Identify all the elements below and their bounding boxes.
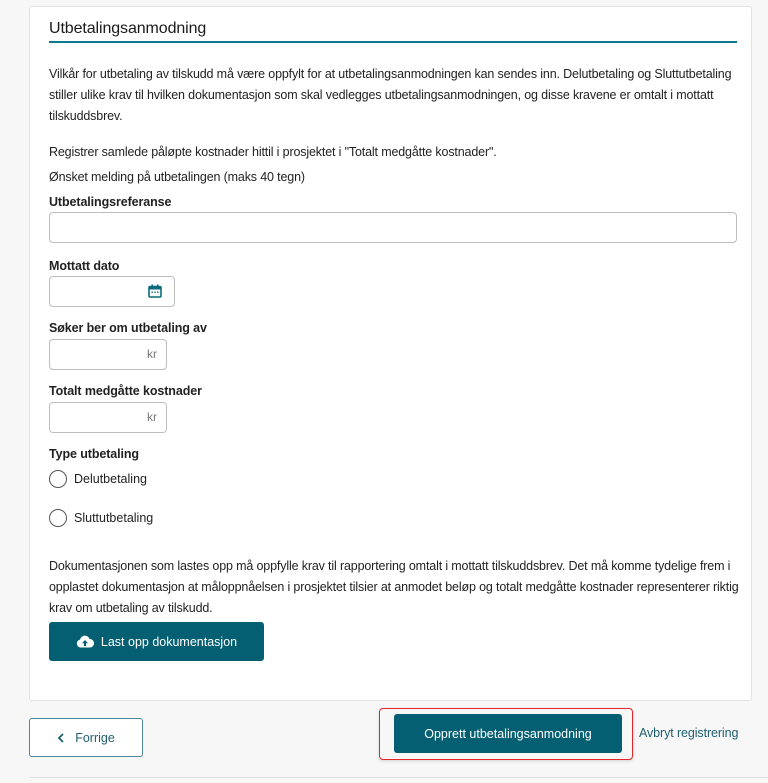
footer-divider: [29, 777, 768, 778]
received-date-field: [49, 276, 175, 307]
radio-option-delutbetaling[interactable]: [49, 470, 147, 488]
currency-suffix: kr: [147, 410, 157, 424]
previous-button-label: Forrige: [75, 730, 115, 745]
received-date-label: Mottatt dato: [49, 259, 120, 273]
upload-documentation-button[interactable]: [49, 622, 264, 661]
currency-suffix: kr: [147, 347, 157, 361]
previous-button[interactable]: [29, 718, 143, 757]
radio-button[interactable]: [49, 470, 67, 488]
reference-label: Utbetalingsreferanse: [49, 195, 172, 209]
title-divider: [49, 41, 737, 43]
radio-label: Delutbetaling: [74, 472, 147, 486]
register-note: Registrer samlede påløpte kostnader hittil i prosjektet i "Totalt medgåtte kostnader".: [49, 145, 497, 159]
total-costs-label: Totalt medgåtte kostnader: [49, 384, 202, 398]
requested-amount-field: [49, 339, 167, 370]
payment-type-label: Type utbetaling: [49, 447, 139, 461]
requested-amount-label: Søker ber om utbetaling av: [49, 321, 207, 335]
reference-input[interactable]: [49, 212, 737, 243]
submit-button-label: Opprett utbetalingsanmodning: [424, 726, 592, 741]
chevron-left-icon: [57, 733, 65, 743]
radio-button[interactable]: [49, 509, 67, 527]
create-payment-request-button[interactable]: [394, 714, 622, 753]
radio-option-sluttutbetaling[interactable]: [49, 509, 153, 527]
calendar-icon[interactable]: [148, 284, 162, 298]
intro-text: Vilkår for utbetaling av tilskudd må være oppfylt for at utbetalingsanmodningen kan sendes inn. Delutbetaling og Sluttutbetaling stiller ulike krav til hvilken dokumentasjon som skal vedlegges utbetalingsanmodningen, og disse kravene er omtalt i mottatt tilskuddsbrev.: [49, 67, 732, 123]
cloud-upload-icon: [76, 635, 94, 648]
upload-button-label: Last opp dokumentasjon: [100, 634, 238, 649]
documentation-note: Dokumentasjonen som lastes opp må oppfylle krav til rapportering omtalt i mottatt tilskuddsbrev. Det må komme tydelige frem i opplastet dokumentasjon at måloppnåelsen i prosjektet tilsier at anmodet beløp og totalt medgåtte kostnader representerer riktig krav om utbetaling av tilskudd.: [49, 559, 739, 615]
cancel-registration-link[interactable]: Avbryt registrering: [639, 726, 739, 740]
payment-request-card: [29, 6, 752, 701]
message-note: Ønsket melding på utbetalingen (maks 40 tegn): [49, 170, 305, 184]
radio-label: Sluttutbetaling: [74, 511, 154, 525]
total-costs-field: [49, 402, 167, 433]
section-title: Utbetalingsanmodning: [49, 20, 207, 37]
